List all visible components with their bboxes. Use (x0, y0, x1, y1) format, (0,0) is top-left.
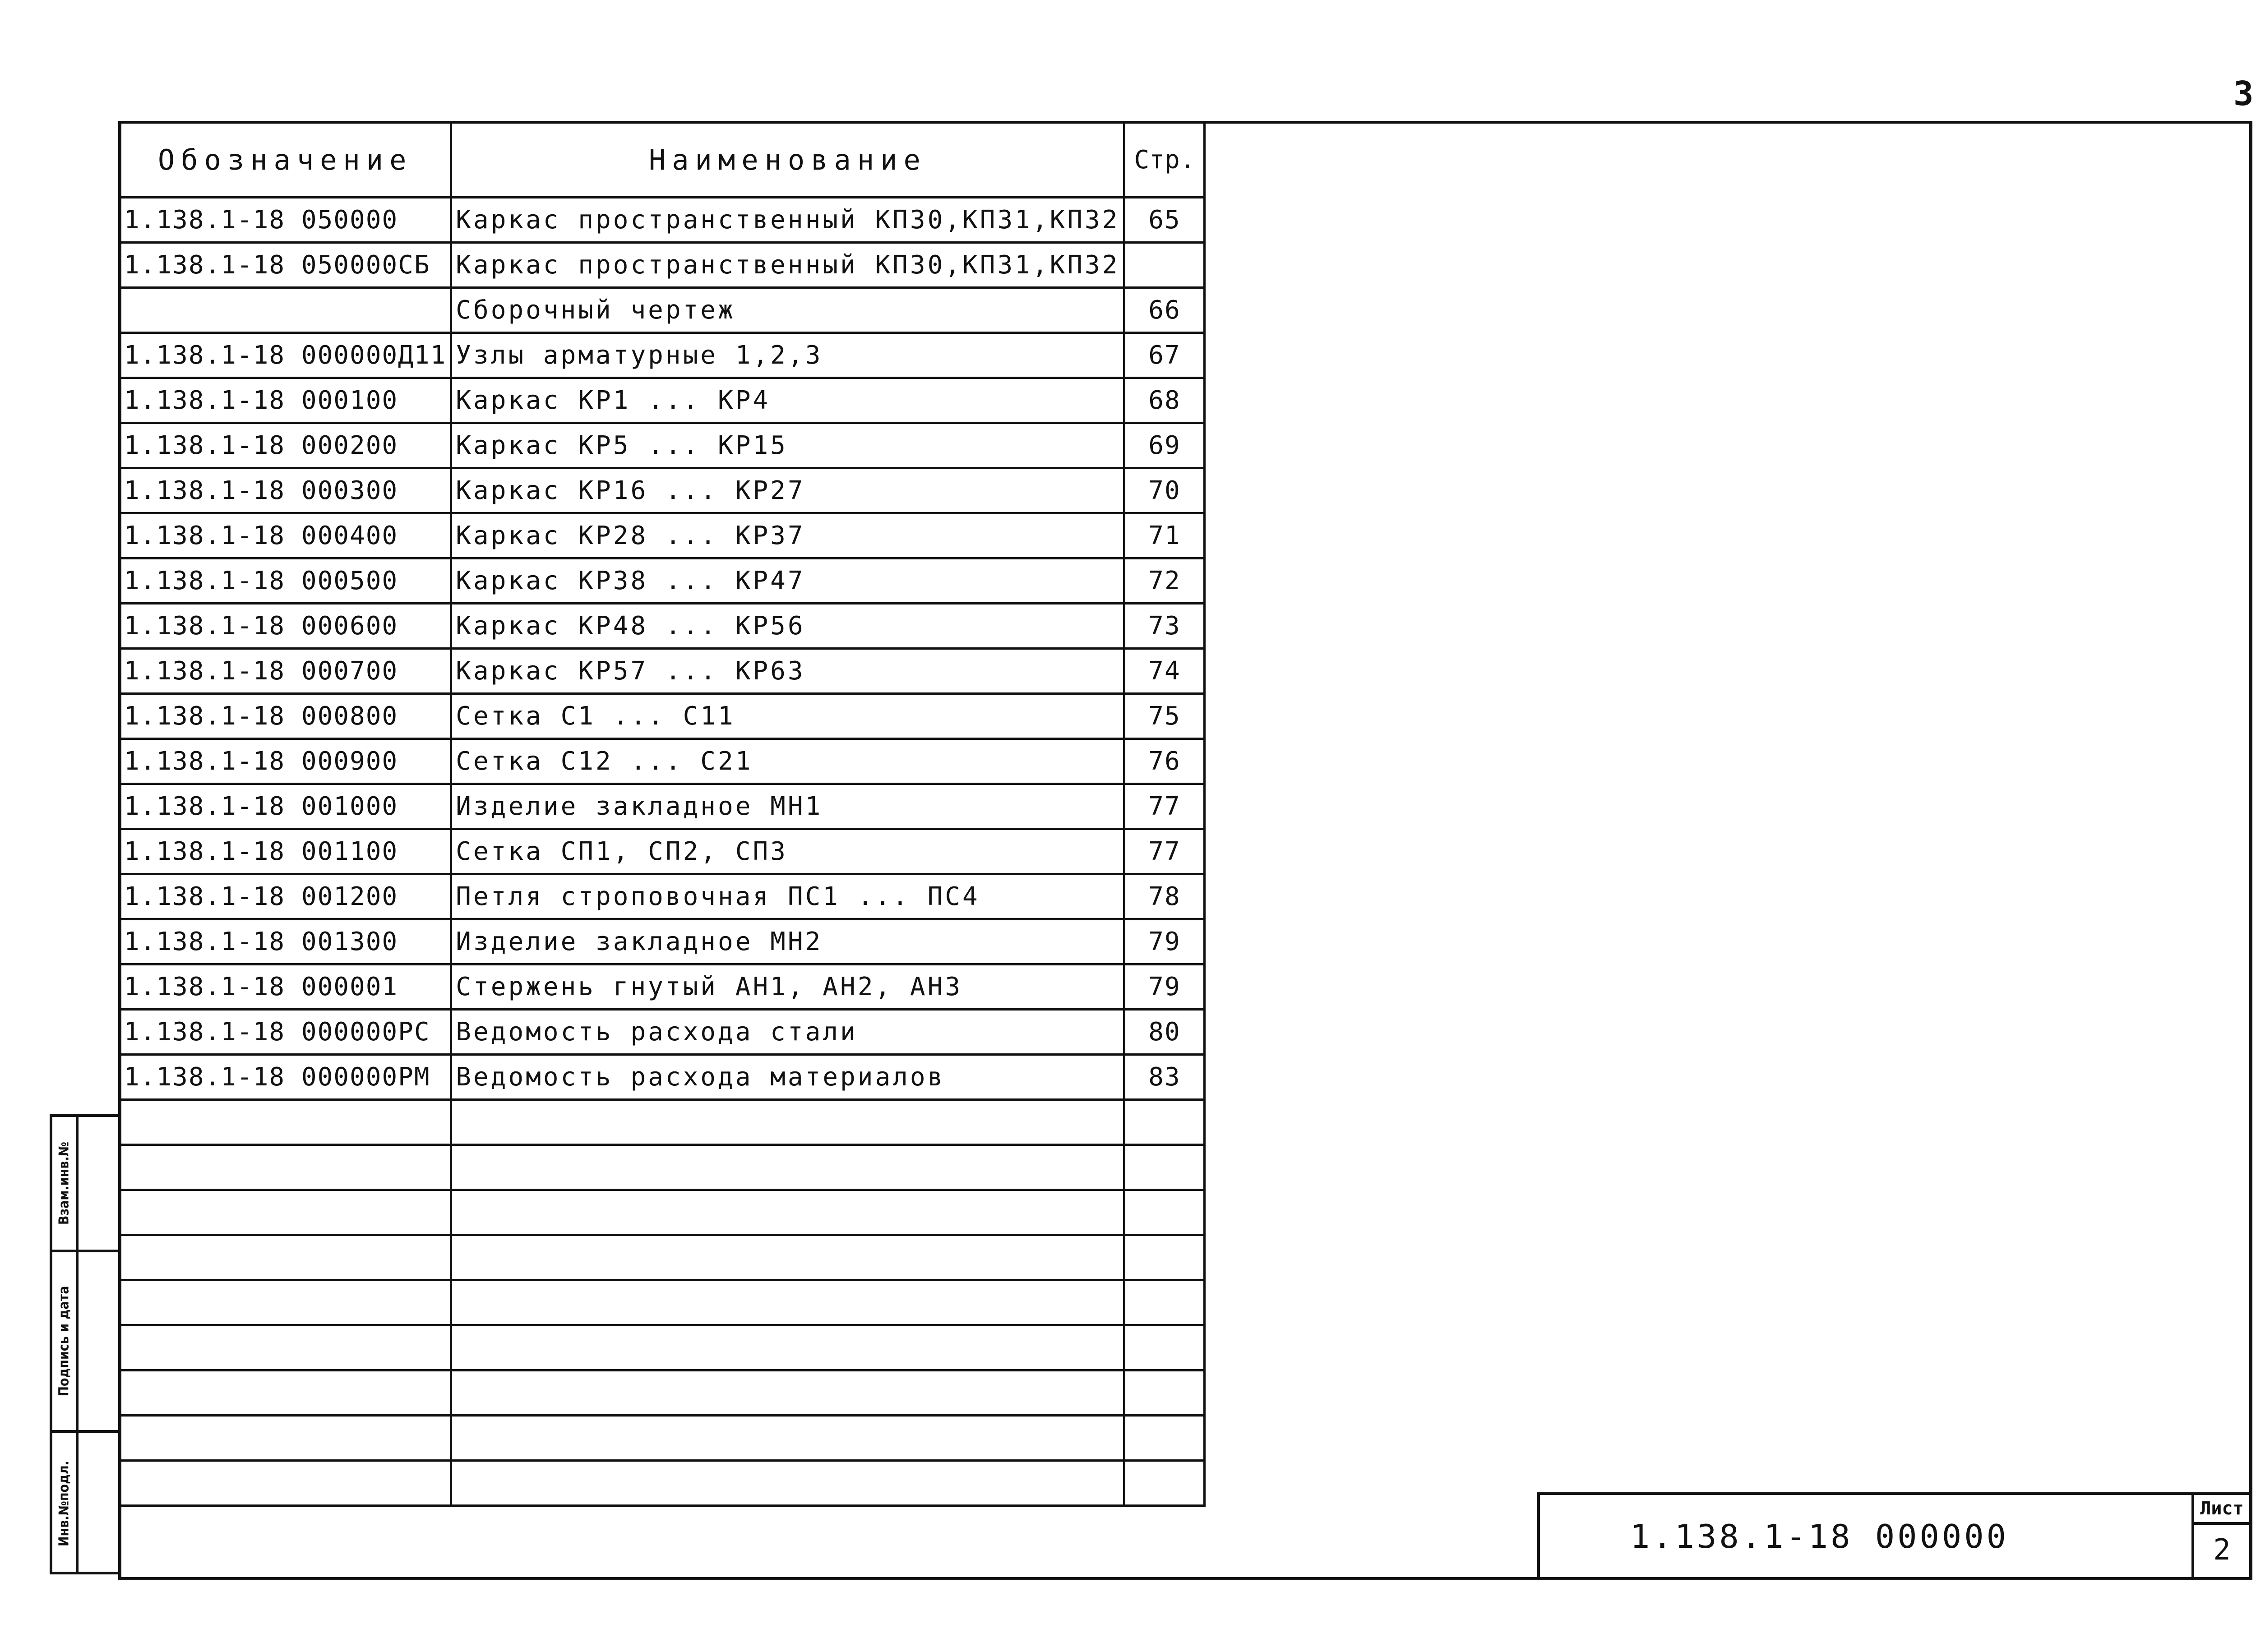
empty-cell-name (451, 1100, 1124, 1145)
cell-page: 77 (1124, 784, 1205, 829)
title-block (1537, 1492, 2252, 1580)
cell-code: 1.138.1-18 050000СБ (120, 243, 451, 288)
cell-page: 76 (1124, 739, 1205, 784)
table-row (120, 1055, 1205, 1100)
empty-cell-name (451, 1235, 1124, 1280)
cell-name: Стержень гнутый АН1, АН2, АН3 (451, 964, 1124, 1010)
cell-name: Сетка СП1, СП2, СП3 (451, 829, 1124, 874)
empty-row (120, 1235, 1205, 1280)
table-row (120, 378, 1205, 423)
table-header-row (120, 122, 1205, 198)
header-code: Обозначение (120, 122, 451, 198)
stamp-signature-date (52, 1252, 79, 1433)
cell-code: 1.138.1-18 000000РМ (120, 1055, 451, 1100)
cell-name: Ведомость расхода материалов (451, 1055, 1124, 1100)
empty-row (120, 1461, 1205, 1506)
cell-code: 1.138.1-18 000001 (120, 964, 451, 1010)
cell-code: 1.138.1-18 001200 (120, 874, 451, 919)
cell-code: 1.138.1-18 000800 (120, 694, 451, 739)
empty-cell-name (451, 1280, 1124, 1325)
cell-code: 1.138.1-18 000900 (120, 739, 451, 784)
cell-page: 72 (1124, 558, 1205, 604)
empty-cell-code (120, 1280, 451, 1325)
cell-name: Сетка С12 ... С21 (451, 739, 1124, 784)
cell-code: 1.138.1-18 001000 (120, 784, 451, 829)
cell-page: 78 (1124, 874, 1205, 919)
document-code: 1.138.1-18 000000 (1630, 1518, 2009, 1555)
stamp-signature-date-value (79, 1252, 121, 1433)
empty-cell-code (120, 1235, 451, 1280)
cell-name: Сборочный чертеж (451, 288, 1124, 333)
table-row (120, 919, 1205, 964)
cell-page: 71 (1124, 513, 1205, 558)
sheet-label: Лист (2194, 1495, 2250, 1525)
table-row (120, 198, 1205, 243)
cell-name: Каркас КР48 ... КР56 (451, 604, 1124, 649)
cell-name: Сетка С1 ... С11 (451, 694, 1124, 739)
table-row (120, 423, 1205, 468)
table-row (120, 333, 1205, 378)
empty-cell-code (120, 1145, 451, 1190)
stamp-replace-inv-label: Взам.инв.№ (56, 1141, 72, 1225)
table-row (120, 604, 1205, 649)
side-stamp (50, 1114, 118, 1574)
empty-cell-name (451, 1461, 1124, 1506)
cell-page: 68 (1124, 378, 1205, 423)
empty-cell-page (1124, 1416, 1205, 1461)
cell-page: 66 (1124, 288, 1205, 333)
empty-cell-page (1124, 1461, 1205, 1506)
table-row (120, 964, 1205, 1010)
table-row (120, 1010, 1205, 1055)
stamp-replace-inv (52, 1117, 79, 1252)
empty-cell-code (120, 1371, 451, 1416)
empty-cell-page (1124, 1280, 1205, 1325)
header-name: Наименование (451, 122, 1124, 198)
empty-cell-page (1124, 1371, 1205, 1416)
empty-cell-page (1124, 1235, 1205, 1280)
empty-cell-name (451, 1416, 1124, 1461)
cell-page: 70 (1124, 468, 1205, 513)
cell-code: 1.138.1-18 000000РС (120, 1010, 451, 1055)
cell-name: Каркас КР1 ... КР4 (451, 378, 1124, 423)
table-row (120, 694, 1205, 739)
cell-code: 1.138.1-18 000500 (120, 558, 451, 604)
empty-row (120, 1145, 1205, 1190)
empty-row (120, 1371, 1205, 1416)
header-page: Стр. (1124, 122, 1205, 198)
cell-name: Узлы арматурные 1,2,3 (451, 333, 1124, 378)
cell-page: 77 (1124, 829, 1205, 874)
empty-cell-page (1124, 1325, 1205, 1371)
empty-cell-name (451, 1190, 1124, 1235)
empty-cell-name (451, 1145, 1124, 1190)
empty-row (120, 1416, 1205, 1461)
table-row (120, 649, 1205, 694)
cell-page: 75 (1124, 694, 1205, 739)
stamp-replace-inv-value (79, 1117, 121, 1252)
empty-cell-code (120, 1325, 451, 1371)
empty-row (120, 1190, 1205, 1235)
empty-cell-page (1124, 1100, 1205, 1145)
empty-cell-name (451, 1325, 1124, 1371)
table-row (120, 468, 1205, 513)
empty-row (120, 1280, 1205, 1325)
page-number: 3 (2233, 74, 2254, 113)
cell-page: 69 (1124, 423, 1205, 468)
cell-page: 74 (1124, 649, 1205, 694)
cell-code: 1.138.1-18 000600 (120, 604, 451, 649)
empty-row (120, 1100, 1205, 1145)
cell-name: Петля строповочная ПС1 ... ПС4 (451, 874, 1124, 919)
cell-page: 80 (1124, 1010, 1205, 1055)
table-row (120, 739, 1205, 784)
cell-page: 67 (1124, 333, 1205, 378)
cell-code: 1.138.1-18 000300 (120, 468, 451, 513)
stamp-inv-original-label: Инв.№подл. (56, 1460, 72, 1547)
empty-cell-page (1124, 1190, 1205, 1235)
empty-cell-code (120, 1416, 451, 1461)
cell-name: Каркас пространственный КП30,КП31,КП32 (451, 198, 1124, 243)
cell-code: 1.138.1-18 000400 (120, 513, 451, 558)
empty-row (120, 1325, 1205, 1371)
cell-code (120, 288, 451, 333)
cell-name: Каркас КР5 ... КР15 (451, 423, 1124, 468)
cell-code: 1.138.1-18 000200 (120, 423, 451, 468)
cell-name: Изделие закладное МН1 (451, 784, 1124, 829)
stamp-signature-date-label: Подпись и дата (56, 1286, 72, 1397)
table-row (120, 243, 1205, 288)
cell-code: 1.138.1-18 000100 (120, 378, 451, 423)
cell-page (1124, 243, 1205, 288)
table-row (120, 558, 1205, 604)
cell-page: 83 (1124, 1055, 1205, 1100)
cell-code: 1.138.1-18 001100 (120, 829, 451, 874)
cell-name: Каркас КР57 ... КР63 (451, 649, 1124, 694)
empty-cell-code (120, 1190, 451, 1235)
table-row (120, 513, 1205, 558)
empty-cell-code (120, 1100, 451, 1145)
table-row (120, 288, 1205, 333)
cell-code: 1.138.1-18 050000 (120, 198, 451, 243)
cell-name: Каркас КР28 ... КР37 (451, 513, 1124, 558)
cell-code: 1.138.1-18 000000Д11 (120, 333, 451, 378)
cell-page: 73 (1124, 604, 1205, 649)
cell-name: Каркас КР16 ... КР27 (451, 468, 1124, 513)
table-row (120, 784, 1205, 829)
empty-cell-code (120, 1461, 451, 1506)
empty-cell-name (451, 1371, 1124, 1416)
table-row (120, 829, 1205, 874)
contents-table (118, 121, 1206, 1507)
sheet-number: 2 (2213, 1533, 2231, 1567)
cell-name: Каркас КР38 ... КР47 (451, 558, 1124, 604)
cell-code: 1.138.1-18 001300 (120, 919, 451, 964)
table-row (120, 874, 1205, 919)
empty-cell-page (1124, 1145, 1205, 1190)
cell-page: 65 (1124, 198, 1205, 243)
cell-name: Ведомость расхода стали (451, 1010, 1124, 1055)
cell-page: 79 (1124, 919, 1205, 964)
cell-name: Каркас пространственный КП30,КП31,КП32 (451, 243, 1124, 288)
cell-page: 79 (1124, 964, 1205, 1010)
cell-name: Изделие закладное МН2 (451, 919, 1124, 964)
sheet-box (2191, 1492, 2252, 1580)
cell-code: 1.138.1-18 000700 (120, 649, 451, 694)
stamp-inv-original (52, 1433, 79, 1574)
